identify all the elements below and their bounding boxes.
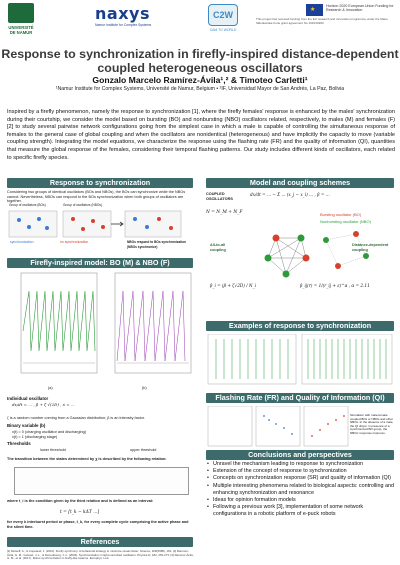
zeta-note: ζ is a random number coming from a Gaussian distribution; β is an intensity factor. [7,416,145,420]
all-to-all-label: All-to-all coupling [210,243,226,252]
section-model: Model and coupling schemes [206,178,394,188]
authors: Gonzalo Marcelo Ramírez-Ávila¹,² & Timoteo Carletti¹ [92,75,308,85]
coupling-schemes-diagram [206,228,394,284]
header [0,0,400,42]
university-name: UNIVERSITÉ DE NAMUR [8,25,34,35]
transition-text: The transition between the states determined by χ is described by the following relation: [7,457,167,461]
model-equation: dx/dt = ... , β + ζ √(2D) , ẋ = ... [12,402,75,407]
conclusion-item: • Concepts on synchronization response (SR) and quality of information (QI) [206,475,394,482]
coupled-label: COUPLED OSCILLATORS [206,192,233,201]
poster-title: Response to synchronization in firefly-inspired distance-dependent coupled heterogeneous oscillators [1,47,399,75]
panel-a-label: (a) [48,386,53,390]
naxys-logo [95,4,155,34]
upper-threshold-label: upper threshold [130,448,157,452]
c2w-logo [200,4,246,34]
binary-zero: x(t) = 0 (charging oscillator and discharging) [12,430,86,434]
coupling-equation: dx/dt = ... − Σ ... (x_j − x_i) ... , β = ... [250,192,330,197]
conclusion-item: • Multiple interesting phenomena related to biological aspects: controlling and enhancing synchronization and resonance [206,483,394,497]
beta-equation: β_i = (β + ζ√2D) / N_i [210,283,257,288]
introduction: Inspired by a firefly phenomenon, namely the response to synchronization [1], where the firefly females' response is enhanced by the males' synchronization during their courtship, we consider the model based on bursting (BO) and nonbursting (NBO) oscillators related, respectively, to males (M) and females (F) [2] to study several pairwise network configurations going from the simplest case in which a male is capable of controlling the simultaneous response of females to the general case of global coupling and when the oscillators are nonidentical (heterogeneous) and have implicitly the capacity to move (variable coupling strength). Integrating the model equations, we characterize the response using the flashing rate (FR) and the quality of information (QI), quantities that measure the global response of the females, considering their temporal flashing patterns. Our study includes different kinds of oscillators, each related to specific firefly species. [7,109,395,161]
university-logo [6,3,36,39]
eu-flag-icon: ★ [306,4,323,16]
references-text: [1] Moiseff, A., & Copeland, J. (2010). Firefly synchrony: A behavioral strategy to minimize visual clutter. Science, 329(5988), 181. [2] Ramírez-Ávila, G. M., Guisset, J.-L., & Deneubourg, J.-L. (2003). Synchronization in light-controlled oscillators. Physica D, 182, 254-273. [3] Ramírez-Ávila, G. M., et al. (2017). Robot synchronization in firefly-like swarms. Europhys. Lett. [7,549,194,560]
binary-heading: Binary variable (b) [7,423,46,428]
label-group-bo: Group of oscillators (BOs) [9,203,46,207]
conclusion-item: • Ideas for opinion formation models [206,497,394,504]
university-emblem-icon [8,3,34,23]
transition-table [14,467,189,495]
section-firefly-model: Firefly-inspired model: BO (M) & NBO (F) [7,258,193,268]
label-nosync: no synchronization [60,240,89,244]
qi-description: Simulation with male-female coupled BOs or NBOs and other NBOs. In the absence of a male, the QI drops; in presence of a synchronized BO group, the NBOs' response improves. [350,413,394,435]
conclusion-item: • Extension of the concept of response to synchronization [206,468,394,475]
conclusion-item: • Unravel the mechanism leading to response to synchronization [206,461,394,468]
response-text: Considering two groups of identical oscillators (BOs and NBOs), the BOs can synchronize while the NBOs cannot. Nevertheless, NBOs can respond to the BOs synchronization when both groups of oscillators are together. [7,190,186,204]
conclusions-list [206,461,394,519]
conclusion-item: • Following a previous work [3], implementation of some network configurations in a robotic platform of e-puck robots [206,504,394,518]
where-text: where t_i is the condition given by the third relation and is defined as an interval: [7,499,154,503]
lower-threshold-label: lower threshold [40,448,66,452]
binary-one: x(t) = 1 (discharging stage) [12,435,58,439]
label-sync: synchronization [10,240,34,244]
section-references: References [7,537,193,547]
nonbursting-label: Nonbursting oscillator (NBO) [320,219,371,224]
eu-funding [256,4,394,38]
period-text: for every k interburst period or phase, t_k, for every complete cycle comprising the active phase and the silent time. [7,520,189,529]
c2w-subtitle: CAM TO WORLD [209,28,237,32]
label-respond: NBOs respond to BOs synchronization (NBOs synchronize) [127,240,186,249]
thresholds-heading: Thresholds [7,441,31,446]
eu-text: Horizon 2020 European Union Funding for Research & Innovation [326,4,394,13]
examples-plots [206,334,394,386]
firefly-model-plots [7,271,194,387]
interval-equation: t = [t_k − kΔT ...] [60,510,100,515]
c2w-badge: C2W [208,4,238,26]
individual-heading: Individual oscillator [7,396,49,401]
n-equation: N = N_M + N_F [206,210,243,215]
label-group-nbo: Group of oscillators (NBOs) [63,203,102,207]
naxys-subtitle: Namur Institute for Complex Systems [95,23,152,27]
title-block [0,42,400,95]
eu-fineprint: This project has received funding from the EU research and innovation programme under the Marie Skłodowska-Curie grant agreement No 101034383. [256,17,388,25]
section-examples: Examples of response to synchronization [206,321,394,331]
distance-label: Distance-dependent coupling [352,243,389,252]
naxys-word: naxys [95,4,150,23]
section-response: Response to synchronization [7,178,193,188]
bursting-label: Bursting oscillator (BO) [320,212,362,217]
section-fr-qi: Flashing Rate (FR) and Quality of Information (QI) [206,393,394,403]
affiliation: ¹Namur Institute for Complex Systems, Université de Namur, Belgium • ²IF, Universidad Mayor de San Andrés, La Paz, Bolivia [55,86,345,92]
section-conclusions: Conclusions and perspectives [206,450,394,460]
distance-equation: β_ij(r) = 1/(r_ij + ε)^α , α = 2.11 [300,283,370,288]
panel-b-label: (b) [142,386,147,390]
